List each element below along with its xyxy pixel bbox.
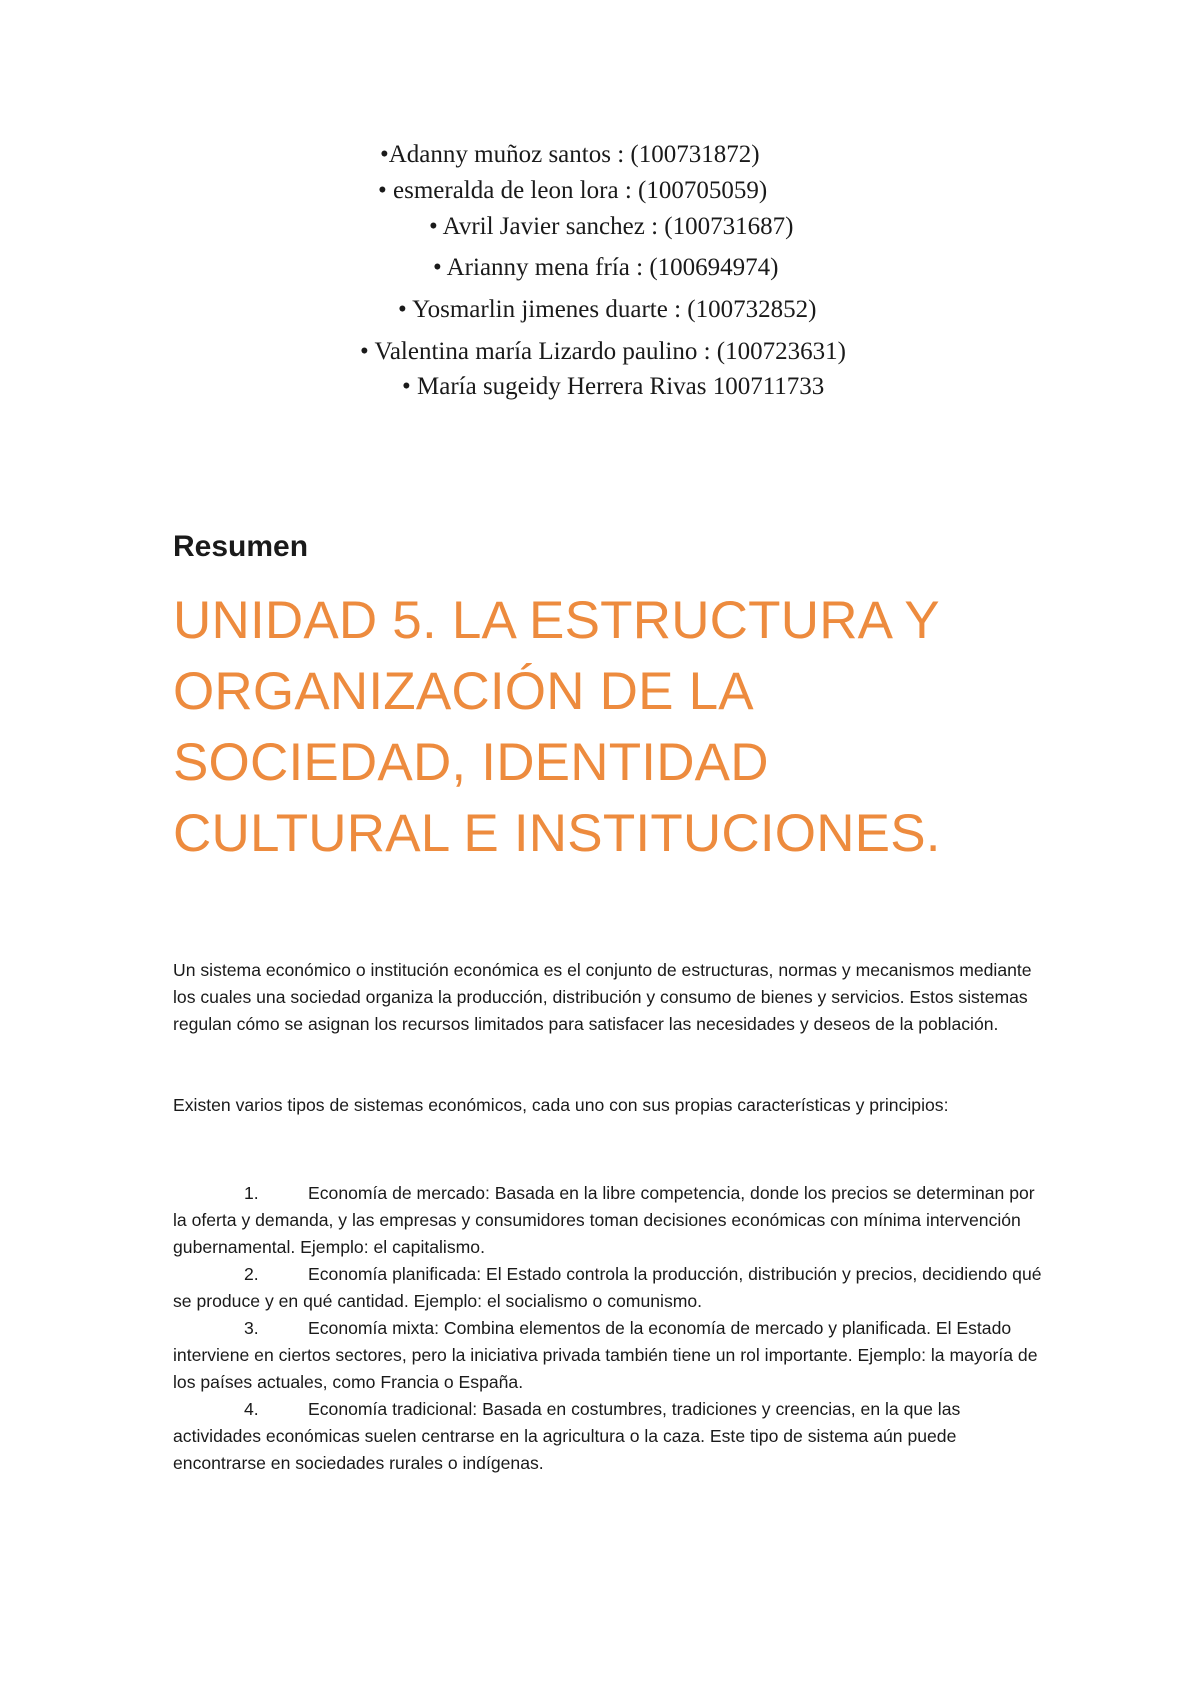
list-number: 3. bbox=[244, 1318, 259, 1338]
list-item bbox=[173, 1261, 1053, 1315]
economic-systems-list bbox=[173, 1180, 1053, 1477]
author-line: • Yosmarlin jimenes duarte : (100732852) bbox=[398, 296, 817, 323]
list-number: 1. bbox=[244, 1183, 259, 1203]
list-number: 4. bbox=[244, 1399, 259, 1419]
title-line: CULTURAL E INSTITUCIONES. bbox=[173, 804, 941, 863]
title-line: UNIDAD 5. LA ESTRUCTURA Y bbox=[173, 591, 940, 650]
author-line: • esmeralda de leon lora : (100705059) bbox=[378, 177, 768, 204]
types-paragraph: Existen varios tipos de sistemas económicos, cada uno con sus propias características y principios: bbox=[173, 1095, 949, 1115]
intro-paragraph: Un sistema económico o institución económica es el conjunto de estructuras, normas y mecanismos mediante los cuales una sociedad organiza la producción, distribución y consumo de bienes y servicios. Estos sistemas regulan cómo se asignan los recursos limitados para satisfacer las necesidades y deseos de la población. bbox=[173, 960, 1032, 1034]
author-line: • Arianny mena fría : (100694974) bbox=[433, 254, 779, 281]
list-item bbox=[173, 1315, 1053, 1396]
title-line: ORGANIZACIÓN DE LA bbox=[173, 662, 754, 721]
title-line: SOCIEDAD, IDENTIDAD bbox=[173, 733, 769, 792]
author-line: • Avril Javier sanchez : (100731687) bbox=[429, 213, 794, 240]
list-text: Economía mixta: Combina elementos de la economía de mercado y planificada. El Estado interviene en ciertos sectores, pero la iniciativa privada también tiene un rol importante. Ejemplo: la mayoría de los países actuales, como Francia o España. bbox=[173, 1318, 1038, 1392]
author-line: • María sugeidy Herrera Rivas 100711733 bbox=[402, 373, 825, 400]
list-text: Economía de mercado: Basada en la libre competencia, donde los precios se determinan por la oferta y demanda, y las empresas y consumidores toman decisiones económicas con mínima intervención gubernamental. Ejemplo: el capitalismo. bbox=[173, 1183, 1035, 1257]
list-text: Economía tradicional: Basada en costumbres, tradiciones y creencias, en la que las actividades económicas suelen centrarse en la agricultura o la caza. Este tipo de sistema aún puede encontrarse en sociedades rurales o indígenas. bbox=[173, 1399, 961, 1473]
author-line: •Adanny muñoz santos : (100731872) bbox=[380, 141, 760, 168]
section-label: Resumen bbox=[173, 530, 309, 563]
list-item bbox=[173, 1180, 1053, 1261]
list-item bbox=[173, 1396, 1053, 1477]
list-text: Economía planificada: El Estado controla la producción, distribución y precios, decidiendo qué se produce y en qué cantidad. Ejemplo: el socialismo o comunismo. bbox=[173, 1264, 1042, 1311]
list-number: 2. bbox=[244, 1264, 259, 1284]
author-line: • Valentina maría Lizardo paulino : (100723631) bbox=[360, 338, 846, 365]
unit-title bbox=[173, 585, 1073, 869]
